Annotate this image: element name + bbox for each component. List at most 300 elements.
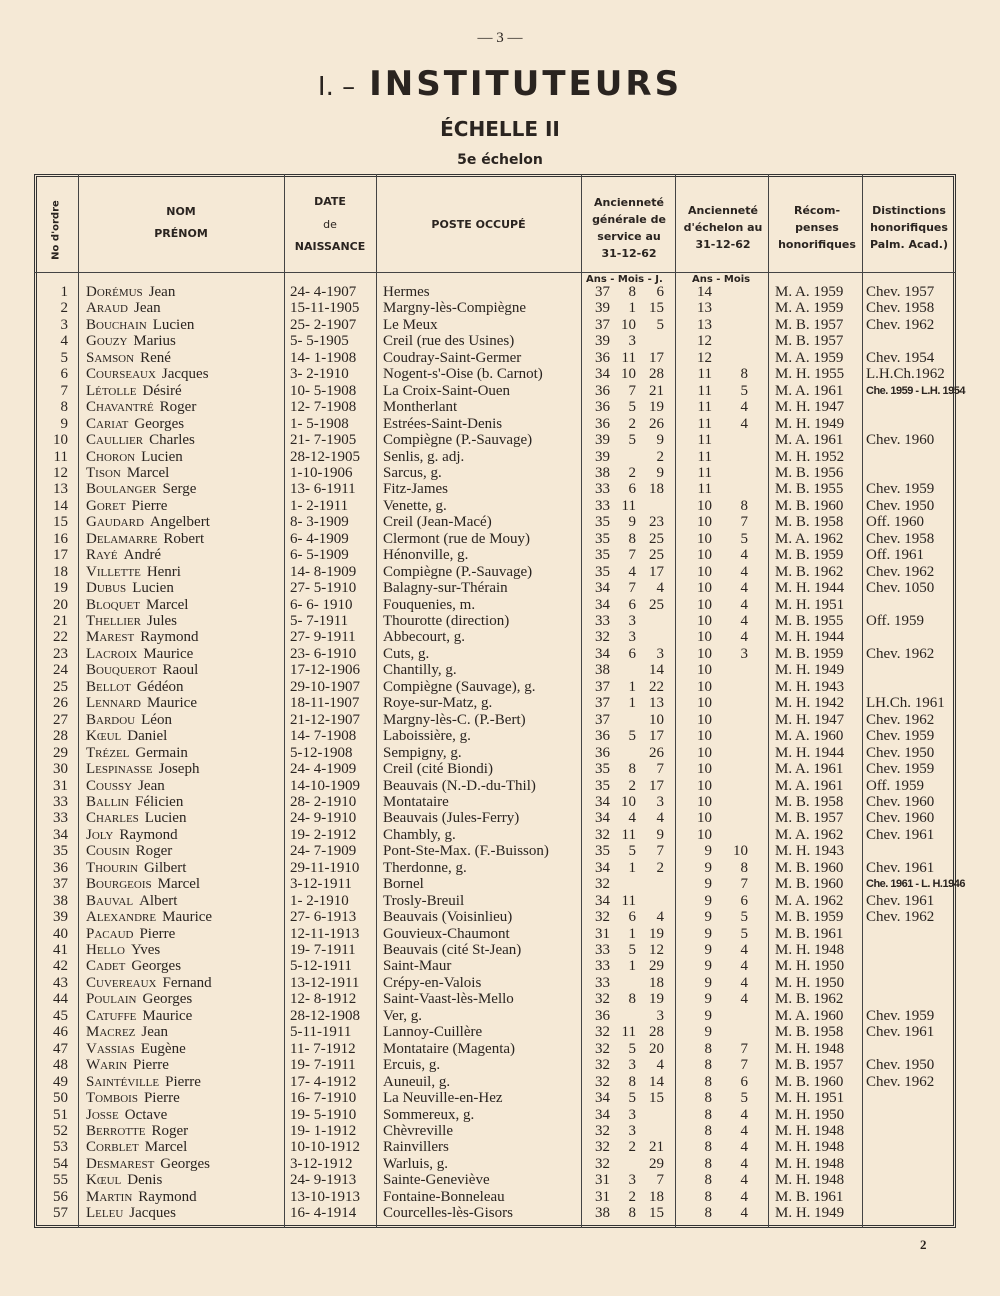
- table-row: [0, 1172, 1000, 1189]
- cell-a3: 3: [656, 793, 664, 810]
- cell-a2: 5: [628, 728, 636, 745]
- cell-poste: Warluis, g.: [383, 1155, 449, 1172]
- cell-e2: 8: [740, 859, 748, 876]
- cell-a2: 1: [628, 859, 636, 876]
- cell-nom: Poulain: [86, 991, 137, 1008]
- cell-a2: 10: [621, 366, 636, 383]
- cell-nom: Bardou: [86, 711, 136, 728]
- cell-e2: 4: [740, 596, 748, 613]
- cell-name: [86, 383, 182, 400]
- cell-nom: Leleu: [86, 1205, 124, 1222]
- cell-e1: 8: [704, 1139, 712, 1156]
- cell-name: [86, 317, 194, 334]
- cell-nom: Coussy: [86, 777, 133, 794]
- cell-a2: 3: [628, 1057, 636, 1074]
- cell-date: 12- 7-1908: [290, 399, 357, 416]
- cell-prenom: Désiré: [142, 382, 182, 399]
- cell-e2: 4: [740, 991, 748, 1008]
- cell-a1: 36: [595, 399, 610, 416]
- cell-a2: 8: [628, 284, 636, 300]
- cell-a1: 34: [595, 793, 610, 810]
- cell-a1: 38: [595, 1205, 610, 1222]
- cell-date: 19- 7-1911: [290, 942, 356, 958]
- cell-a3: 26: [649, 744, 664, 761]
- cell-e1: 9: [704, 1024, 712, 1041]
- cell-no: 46: [53, 1024, 68, 1041]
- cell-a3: 21: [649, 382, 664, 399]
- cell-e1: 11: [697, 464, 712, 481]
- cell-a2: 8: [628, 530, 636, 547]
- cell-poste: Senlis, g. adj.: [383, 448, 465, 465]
- cell-no: 38: [53, 892, 68, 909]
- cell-rec: M. H. 1942: [775, 695, 845, 712]
- cell-e1: 10: [697, 793, 712, 810]
- cell-e1: 10: [697, 645, 712, 662]
- cell-a3: 28: [649, 366, 664, 383]
- cell-prenom: Georges: [131, 958, 182, 975]
- cell-nom: Thourin: [86, 859, 138, 876]
- cell-prenom: Eugène: [140, 1040, 186, 1057]
- cell-a3: 18: [649, 1188, 664, 1205]
- cell-e1: 8: [704, 1073, 712, 1090]
- cell-prenom: Roger: [151, 1122, 189, 1139]
- cell-e2: 4: [740, 974, 748, 991]
- cell-e2: 4: [740, 1155, 748, 1172]
- cell-e2: 4: [740, 1122, 748, 1139]
- cell-a1: 36: [595, 744, 610, 761]
- cell-dist: Off. 1959: [866, 613, 925, 629]
- table-row: [0, 1107, 1000, 1124]
- cell-e1: 13: [697, 300, 712, 317]
- cell-e1: 13: [697, 316, 712, 333]
- cell-a2: 3: [628, 1172, 636, 1189]
- cell-nom: Bellot: [86, 678, 131, 695]
- level-heading: 5e échelon: [457, 152, 543, 168]
- cell-a1: 32: [595, 1057, 610, 1074]
- cell-date: 10-10-1912: [290, 1139, 360, 1156]
- cell-e2: 4: [740, 613, 748, 629]
- cell-rec: M. H. 1948: [775, 942, 845, 958]
- cell-date: 5-11-1911: [290, 1024, 352, 1041]
- cell-rec: M. H. 1944: [775, 580, 845, 597]
- cell-a2: 11: [621, 892, 636, 909]
- table-row: [0, 613, 1000, 630]
- cell-prenom: Jacques: [129, 1205, 176, 1222]
- cell-no: 2: [60, 300, 68, 317]
- cell-a2: 10: [621, 793, 636, 810]
- cell-date: 10- 5-1908: [290, 382, 357, 399]
- cell-date: 16- 7-1910: [290, 1090, 357, 1107]
- cell-nom: Warin: [86, 1057, 128, 1074]
- cell-date: 11- 7-1912: [290, 1040, 356, 1057]
- table-row: [0, 350, 1000, 367]
- cell-a1: 36: [595, 349, 610, 366]
- cell-a1: 32: [595, 1073, 610, 1090]
- cell-a1: 35: [595, 777, 610, 794]
- cell-a2: 5: [628, 942, 636, 958]
- cell-e1: 10: [697, 662, 712, 679]
- cell-poste: Crépy-en-Valois: [383, 974, 482, 991]
- cell-e1: 10: [697, 563, 712, 580]
- table-row: [0, 399, 1000, 416]
- cell-e1: 9: [704, 843, 712, 860]
- cell-poste: Fitz-James: [383, 481, 448, 498]
- cell-e1: 10: [697, 761, 712, 778]
- cell-e1: 8: [704, 1106, 712, 1123]
- cell-a1: 32: [595, 1122, 610, 1139]
- cell-e2: 5: [740, 909, 748, 926]
- cell-rec: M. H. 1949: [775, 1205, 845, 1222]
- table-row: [0, 745, 1000, 762]
- cell-date: 12-11-1913: [290, 925, 360, 942]
- cell-a1: 31: [595, 1188, 610, 1205]
- table-row: [0, 629, 1000, 646]
- table-row: [0, 926, 1000, 943]
- table-row: [0, 1090, 1000, 1107]
- cell-poste: Sarcus, g.: [383, 464, 442, 481]
- cell-no: 19: [53, 580, 68, 597]
- cell-rec: M. H. 1949: [775, 415, 845, 432]
- cell-no: 33: [53, 793, 68, 810]
- cell-a2: 3: [628, 1106, 636, 1123]
- cell-nom: Catuffe: [86, 1007, 137, 1024]
- header-anciennete-echelon: Ancienneté d'échelon au 31-12-62: [683, 204, 763, 251]
- sub-header-ans-mois-jours: Ans - Mois - J.: [586, 274, 663, 285]
- cell-rec: M. A. 1959: [775, 284, 844, 300]
- cell-a3: 4: [656, 580, 664, 597]
- cell-nom: Kœul: [86, 1172, 122, 1189]
- cell-no: 20: [53, 596, 68, 613]
- cell-poste: Courcelles-lès-Gisors: [383, 1205, 513, 1222]
- cell-e2: 5: [740, 1090, 748, 1107]
- table-row: [0, 1057, 1000, 1074]
- table-row: [0, 827, 1000, 844]
- cell-a3: 15: [649, 1205, 664, 1222]
- cell-nom: Hello: [86, 942, 125, 958]
- cell-a2: 5: [628, 1090, 636, 1107]
- cell-e2: 4: [740, 563, 748, 580]
- cell-nom: Macrez: [86, 1024, 136, 1041]
- cell-a1: 33: [595, 497, 610, 514]
- cell-e2: 4: [740, 1188, 748, 1205]
- table-row: [0, 893, 1000, 910]
- cell-dist: Che. 1959 - L.H. 1954: [866, 384, 965, 397]
- cell-prenom: Daniel: [127, 728, 168, 745]
- cell-date: 14-10-1909: [290, 777, 360, 794]
- cell-e2: 7: [740, 876, 748, 893]
- cell-a1: 35: [595, 563, 610, 580]
- cell-a1: 37: [595, 678, 610, 695]
- cell-prenom: Roger: [135, 843, 173, 860]
- cell-no: 53: [53, 1139, 68, 1156]
- header-nom: NOM: [166, 205, 196, 218]
- table-row: [0, 860, 1000, 877]
- cell-prenom: Jean: [138, 777, 165, 794]
- cell-dist: Chev. 1962: [866, 563, 935, 580]
- cell-rec: M. B. 1958: [775, 793, 844, 810]
- cell-rec: M. A. 1960: [775, 1007, 844, 1024]
- cell-poste: Creil (cité Biondi): [383, 761, 493, 778]
- cell-a1: 36: [595, 1007, 610, 1024]
- cell-e1: 11: [697, 448, 712, 465]
- cell-a3: 28: [649, 1024, 664, 1041]
- cell-e1: 9: [704, 909, 712, 926]
- cell-name: [86, 926, 175, 943]
- cell-name: [86, 860, 186, 877]
- cell-a3: 17: [649, 777, 664, 794]
- cell-rec: M. A. 1960: [775, 728, 844, 745]
- cell-no: 1: [60, 284, 68, 300]
- cell-a1: 32: [595, 1155, 610, 1172]
- cell-name: [86, 712, 172, 729]
- cell-e1: 10: [697, 514, 712, 531]
- cell-no: 3: [60, 316, 68, 333]
- cell-a2: 5: [628, 399, 636, 416]
- cell-e1: 11: [697, 432, 712, 449]
- cell-prenom: René: [140, 349, 171, 366]
- cell-a3: 14: [649, 1073, 664, 1090]
- table-row: [0, 728, 1000, 745]
- cell-a1: 33: [595, 974, 610, 991]
- cell-prenom: Pierre: [131, 497, 168, 514]
- table-row: [0, 778, 1000, 795]
- cell-e1: 11: [697, 415, 712, 432]
- cell-rec: M. H. 1943: [775, 843, 845, 860]
- cell-name: [86, 810, 186, 827]
- cell-prenom: Joseph: [158, 761, 200, 778]
- cell-date: 14- 1-1908: [290, 349, 357, 366]
- cell-a2: 4: [628, 563, 636, 580]
- cell-no: 37: [53, 876, 68, 893]
- cell-date: 29-10-1907: [290, 678, 360, 695]
- cell-rec: M. H. 1948: [775, 1139, 845, 1156]
- cell-a1: 35: [595, 514, 610, 531]
- table-row: [0, 1205, 1000, 1222]
- cell-a2: 1: [628, 678, 636, 695]
- cell-rec: M. H. 1952: [775, 448, 845, 465]
- page-number: — 3 —: [477, 30, 523, 46]
- cell-poste: Abbecourt, g.: [383, 629, 466, 646]
- cell-a2: 11: [621, 1024, 636, 1041]
- header-prenom: PRÉNOM: [154, 227, 208, 240]
- cell-e2: 4: [740, 629, 748, 646]
- cell-no: 29: [53, 744, 68, 761]
- cell-nom: Rayé: [86, 547, 118, 564]
- cell-e1: 10: [697, 711, 712, 728]
- cell-prenom: Lucien: [132, 580, 174, 597]
- cell-a3: 19: [649, 399, 664, 416]
- cell-nom: Gouzy: [86, 333, 128, 350]
- cell-e1: 12: [697, 349, 712, 366]
- cell-a1: 33: [595, 613, 610, 629]
- cell-dist: Chev. 1957: [866, 284, 935, 300]
- cell-a3: 9: [656, 464, 664, 481]
- table-row: [0, 991, 1000, 1008]
- cell-name: [86, 876, 200, 893]
- cell-nom: Boulanger: [86, 481, 157, 498]
- cell-a1: 34: [595, 1106, 610, 1123]
- cell-date: 24- 7-1909: [290, 843, 357, 860]
- cell-date: 24- 4-1907: [290, 284, 357, 300]
- cell-date: 12- 8-1912: [290, 991, 357, 1008]
- cell-poste: Chambly, g.: [383, 826, 456, 843]
- cell-a2: 9: [628, 514, 636, 531]
- cell-a3: 5: [656, 316, 664, 333]
- cell-rec: M. H. 1944: [775, 629, 845, 646]
- cell-prenom: Jean: [141, 1024, 169, 1041]
- table-row: [0, 465, 1000, 482]
- cell-name: [86, 432, 195, 449]
- cell-poste: Roye-sur-Matz, g.: [383, 695, 493, 712]
- cell-prenom: Marcel: [126, 464, 170, 481]
- cell-prenom: Fernand: [162, 974, 212, 991]
- cell-date: 29-11-1910: [290, 859, 360, 876]
- cell-rec: M. H. 1944: [775, 744, 845, 761]
- cell-e1: 10: [697, 580, 712, 597]
- cell-a1: 32: [595, 629, 610, 646]
- cell-date: 17- 4-1912: [290, 1073, 357, 1090]
- cell-a3: 7: [656, 761, 664, 778]
- cell-name: [86, 564, 181, 581]
- cell-a1: 37: [595, 284, 610, 300]
- cell-dist: LH.Ch. 1961: [866, 695, 945, 712]
- cell-a3: 9: [656, 432, 664, 449]
- cell-dist: Chev. 1950: [866, 1057, 935, 1074]
- cell-name: [86, 300, 161, 317]
- cell-poste: Compiègne (P.-Sauvage): [383, 563, 533, 580]
- cell-a3: 25: [649, 530, 664, 547]
- table-row: [0, 909, 1000, 926]
- cell-no: 30: [53, 761, 68, 778]
- cell-no: 44: [53, 991, 68, 1008]
- cell-poste: Cuts, g.: [383, 645, 430, 662]
- cell-date: 19- 1-1912: [290, 1122, 357, 1139]
- cell-no: 22: [53, 629, 68, 646]
- cell-rec: M. B. 1960: [775, 859, 844, 876]
- cell-a2: 3: [628, 613, 636, 629]
- cell-e1: 10: [697, 728, 712, 745]
- cell-no: 13: [53, 481, 68, 498]
- cell-no: 7: [60, 382, 68, 399]
- cell-name: [86, 827, 178, 844]
- cell-nom: Villette: [86, 563, 141, 580]
- cell-name: [86, 843, 172, 860]
- cell-a1: 39: [595, 448, 610, 465]
- cell-name: [86, 629, 199, 646]
- cell-a1: 34: [595, 859, 610, 876]
- cell-rec: M. A. 1961: [775, 382, 844, 399]
- cell-prenom: Maurice: [142, 1007, 193, 1024]
- cell-no: 39: [53, 909, 68, 926]
- cell-a1: 37: [595, 711, 610, 728]
- cell-prenom: Robert: [163, 530, 205, 547]
- cell-a1: 33: [595, 942, 610, 958]
- cell-a3: 7: [656, 1172, 664, 1189]
- cell-e2: 3: [740, 645, 748, 662]
- cell-prenom: Raymond: [138, 1188, 197, 1205]
- cell-a2: 11: [621, 497, 636, 514]
- cell-date: 8- 3-1909: [290, 514, 349, 531]
- table-row: [0, 547, 1000, 564]
- cell-date: 19- 2-1912: [290, 826, 357, 843]
- table-row: [0, 580, 1000, 597]
- cell-nom: Kœul: [86, 728, 122, 745]
- cell-a3: 6: [656, 284, 664, 300]
- cell-nom: Bourgeois: [86, 876, 152, 893]
- cell-date: 6- 5-1909: [290, 547, 349, 564]
- cell-a2: 1: [628, 958, 636, 975]
- cell-name: [86, 449, 183, 466]
- cell-poste: Chèvreville: [383, 1122, 453, 1139]
- cell-name: [86, 794, 183, 811]
- cell-no: 40: [53, 925, 68, 942]
- cell-name: [86, 597, 188, 614]
- cell-a1: 38: [595, 464, 610, 481]
- cell-a2: 11: [621, 826, 636, 843]
- cell-poste: Fontaine-Bonneleau: [383, 1188, 505, 1205]
- cell-a1: 32: [595, 991, 610, 1008]
- cell-a2: 2: [628, 1188, 636, 1205]
- cell-a1: 37: [595, 695, 610, 712]
- cell-poste: Nogent-s'-Oise (b. Carnot): [383, 366, 543, 383]
- cell-a1: 31: [595, 1172, 610, 1189]
- cell-date: 1- 2-1911: [290, 497, 349, 514]
- cell-poste: Chantilly, g.: [383, 662, 457, 679]
- cell-a3: 19: [649, 925, 664, 942]
- cell-no: 24: [53, 662, 68, 679]
- table-row: [0, 975, 1000, 992]
- header-ordre: No d'ordre: [50, 200, 62, 260]
- cell-a3: 23: [649, 514, 664, 531]
- table-row: [0, 843, 1000, 860]
- title-number: I. –: [317, 72, 356, 102]
- cell-a3: 10: [649, 711, 664, 728]
- cell-rec: M. H. 1948: [775, 1122, 845, 1139]
- cell-date: 1- 2-1910: [290, 892, 349, 909]
- cell-a1: 35: [595, 843, 610, 860]
- cell-e1: 9: [704, 974, 712, 991]
- cell-e1: 9: [704, 925, 712, 942]
- cell-a2: 2: [628, 464, 636, 481]
- cell-name: [86, 498, 167, 515]
- cell-a2: 1: [628, 925, 636, 942]
- table-row: [0, 942, 1000, 959]
- cell-nom: Pacaud: [86, 925, 134, 942]
- cell-rec: M. B. 1957: [775, 316, 844, 333]
- footer-number: 2: [920, 1237, 927, 1252]
- cell-date: 14- 8-1909: [290, 563, 357, 580]
- cell-e1: 10: [697, 678, 712, 695]
- cell-a1: 36: [595, 728, 610, 745]
- cell-name: [86, 761, 199, 778]
- cell-e2: 4: [740, 580, 748, 597]
- cell-poste: Pont-Ste-Max. (F.-Buisson): [383, 843, 549, 860]
- cell-prenom: Georges: [142, 991, 193, 1008]
- cell-poste: Beauvais (cité St-Jean): [383, 942, 522, 958]
- cell-dist: L.H.Ch.1962: [866, 366, 945, 383]
- cell-date: 1- 5-1908: [290, 415, 349, 432]
- cell-prenom: Denis: [127, 1172, 163, 1189]
- cell-no: 18: [53, 563, 68, 580]
- cell-no: 56: [53, 1188, 68, 1205]
- cell-dist: Chev. 1961: [866, 1024, 935, 1041]
- cell-a1: 34: [595, 810, 610, 827]
- cell-poste: Compiègne (Sauvage), g.: [383, 678, 536, 695]
- title-text: INSTITUTEURS: [369, 64, 683, 104]
- cell-a3: 13: [649, 695, 664, 712]
- cell-e1: 10: [697, 810, 712, 827]
- cell-rec: M. H. 1947: [775, 399, 845, 416]
